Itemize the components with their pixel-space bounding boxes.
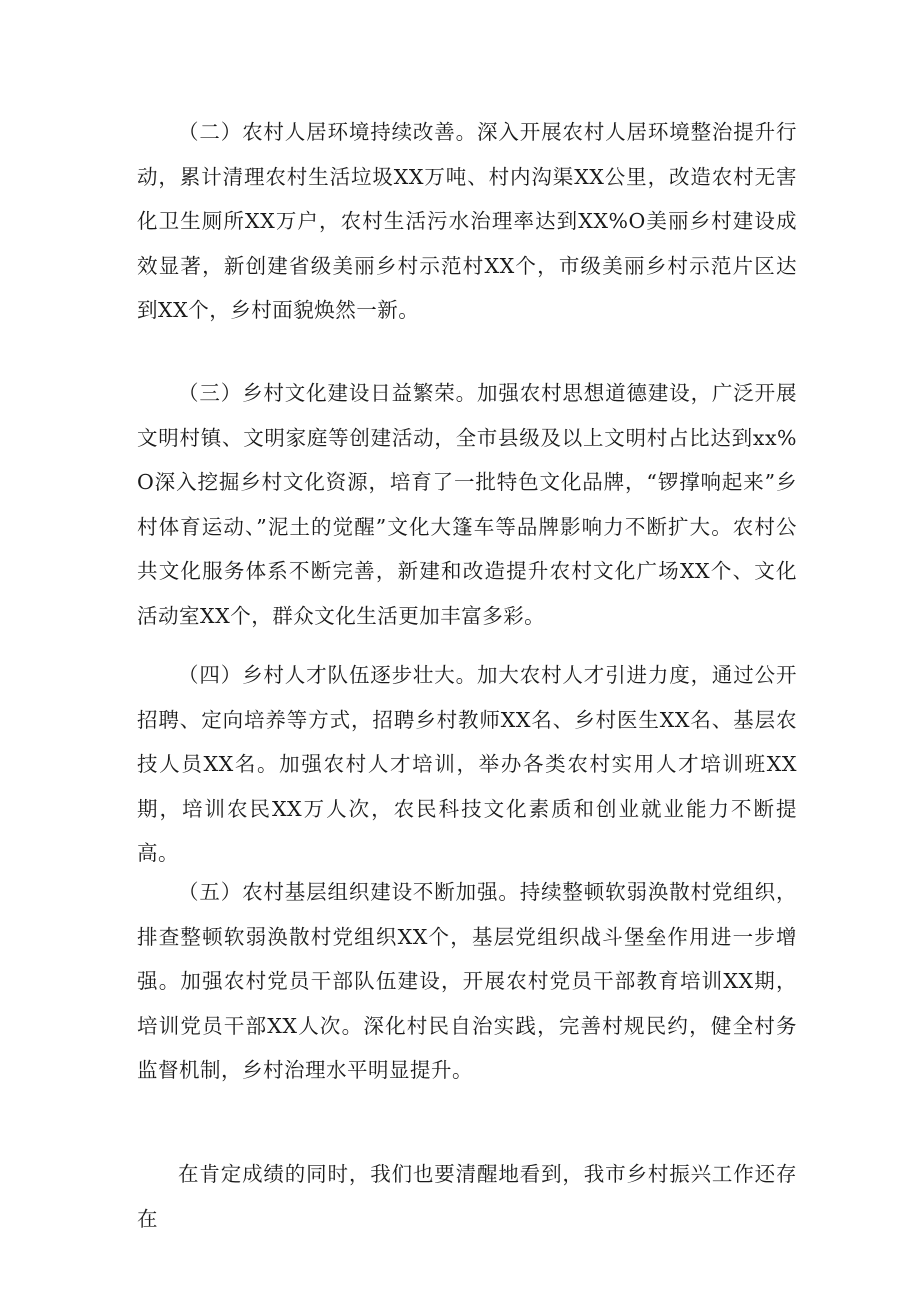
paragraph-rural-culture: （三）乡村文化建设日益繁荣。加强农村思想道德建设，广泛开展文明村镇、文明家庭等创建活动，全市县级及以上文明村占比达到xx%O深入挖掘乡村文化资源，培育了一批特色文化品牌，“锣撑响起来”乡村体育运动、”泥土的觉醒”文化大篷车等品牌影响力不断扩大。农村公共文化服务体系不断完善，新建和改造提升农村文化广场XX个、文化活动室XX个，群众文化生活更加丰富多彩。 [137,381,797,628]
paragraph-shortcomings-intro: 在肯定成绩的同时，我们也要清醒地看到，我市乡村振兴工作还存在 [137,1162,797,1231]
paragraph-rural-living-environment: （二）农村人居环境持续改善。深入开展农村人居环境整治提升行动，累计清理农村生活垃圾XX万吨、村内沟渠XX公里，改造农村无害化卫生厕所XX万户，农村生活污水治理率达到XX%O美丽乡村建设成效显著，新创建省级美丽乡村示范村XX个，市级美丽乡村示范片区达到XX个，乡村面貌焕然一新。 [137,120,797,322]
paragraph-grassroots-organization: （五）农村基层组织建设不断加强。持续整顿软弱涣散村党组织，排查整顿软弱涣散村党组织XX个，基层党组织战斗堡垒作用进一步增强。加强农村党员干部队伍建设，开展农村党员干部教育培训XX期，培训党员干部XX人次。深化村民自治实践，完善村规民约，健全村务监督机制，乡村治理水平明显提升。 [137,880,797,1082]
paragraph-rural-talent: （四）乡村人才队伍逐步壮大。加大农村人才引进力度，通过公开招聘、定向培养等方式，招聘乡村教师XX名、乡村医生XX名、基层农技人员XX名。加强农村人才培训，举办各类农村实用人才培训班XX期，培训农民XX万人次，农民科技文化素质和创业就业能力不断提高。 [137,663,797,865]
